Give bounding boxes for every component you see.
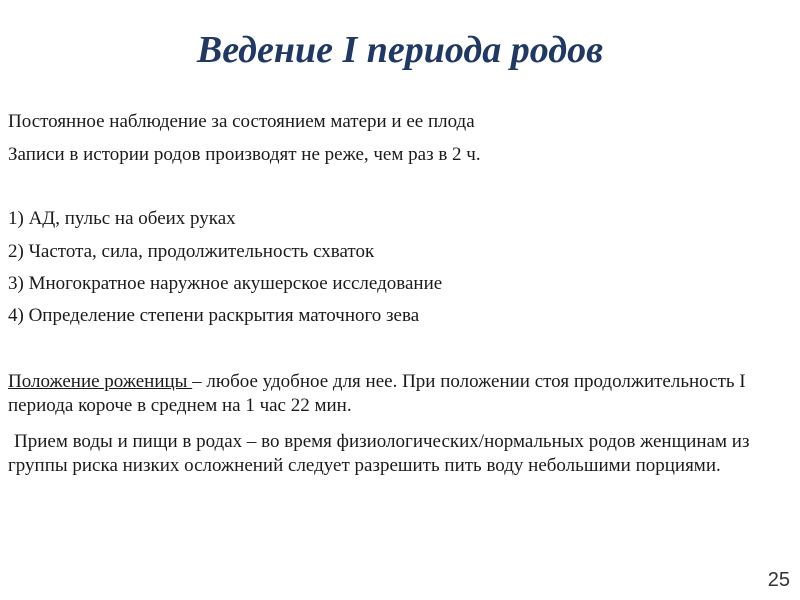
intro-line-1: Постоянное наблюдение за состоянием матери и ее плода [8,111,475,132]
position-label: Положение роженицы [8,371,193,392]
page-number: 25 [767,569,790,591]
slide-title: Ведение I периода родов [196,29,604,71]
food-paragraph: Прием воды и пищи в родах – во время физиологических/нормальных родов женщинам из группы риска низких осложнений следует разрешить пить воду небольшими порциями. [8,431,750,476]
intro-line-2: Записи в истории родов производят не реже, чем раз в 2 ч. [8,144,481,165]
position-paragraph [8,370,768,418]
list-item-3: 3) Многократное наружное акушерское исследование [8,273,443,294]
list-item-4: 4) Определение степени раскрытия маточного зева [8,305,420,326]
list-item-2: 2) Частота, сила, продолжительность схваток [8,241,375,262]
position-text: – любое удобное для нее. При положении стоя продолжительность I периода короче в среднем на 1 час 22 мин. [8,371,746,416]
list-item-1: 1) АД, пульс на обеих руках [8,208,236,229]
